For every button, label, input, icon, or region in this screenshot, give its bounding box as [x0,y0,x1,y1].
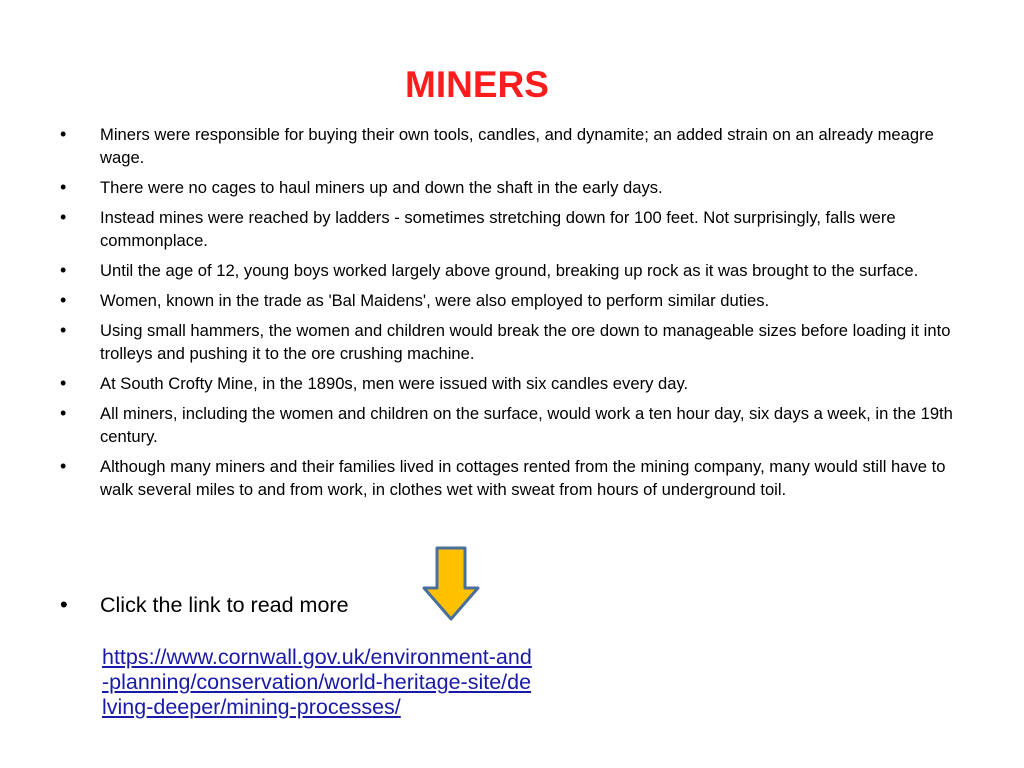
list-item [60,123,960,169]
bullet-icon: • [60,456,67,476]
link-line-1[interactable]: https://www.cornwall.gov.uk/environment-and [102,645,532,669]
bullet-text: Miners were responsible for buying their own tools, candles, and dynamite; an added strain on an already meagre wage. [100,125,934,167]
bullet-icon: • [60,124,67,144]
down-arrow-icon [421,546,481,622]
bullet-icon: • [60,260,67,280]
link-line-3[interactable]: lving-deeper/mining-processes/ [102,695,401,719]
list-item [60,259,960,282]
bullet-text: All miners, including the women and children on the surface, would work a ten hour day, six days a week, in the 19th century. [100,404,953,446]
mining-processes-link[interactable] [102,645,602,720]
bullet-text: Instead mines were reached by ladders - sometimes stretching down for 100 feet. Not surprisingly, falls were commonplace. [100,208,896,250]
list-item [60,176,960,199]
read-more-item [60,591,349,619]
bullet-text: Until the age of 12, young boys worked largely above ground, breaking up rock as it was brought to the surface. [100,261,919,280]
page-title: MINERS [405,64,549,105]
bullet-icon: • [60,403,67,423]
read-more-label: Click the link to read more [100,593,349,617]
bullet-icon: • [60,177,67,197]
link-line-2[interactable]: -planning/conservation/world-heritage-site/de [102,670,532,694]
bullet-icon: • [60,290,67,310]
bullet-icon: • [60,592,68,617]
list-item [60,455,960,501]
bullet-text: Women, known in the trade as 'Bal Maidens', were also employed to perform similar duties. [100,291,770,310]
bullet-icon: • [60,207,67,227]
bullet-icon: • [60,320,67,340]
bullet-text: Using small hammers, the women and children would break the ore down to manageable sizes before loading it into trolleys and pushing it to the ore crushing machine. [100,321,951,363]
bullet-icon: • [60,373,67,393]
bullet-list [60,123,960,508]
list-item [60,289,960,312]
list-item [60,372,960,395]
list-item [60,206,960,252]
list-item [60,402,960,448]
list-item [60,319,960,365]
bullet-text: At South Crofty Mine, in the 1890s, men were issued with six candles every day. [100,374,689,393]
bullet-text: Although many miners and their families lived in cottages rented from the mining company, many would still have to walk several miles to and from work, in clothes wet with sweat from hours of underground toil. [100,457,946,499]
bullet-text: There were no cages to haul miners up and down the shaft in the early days. [100,178,663,197]
